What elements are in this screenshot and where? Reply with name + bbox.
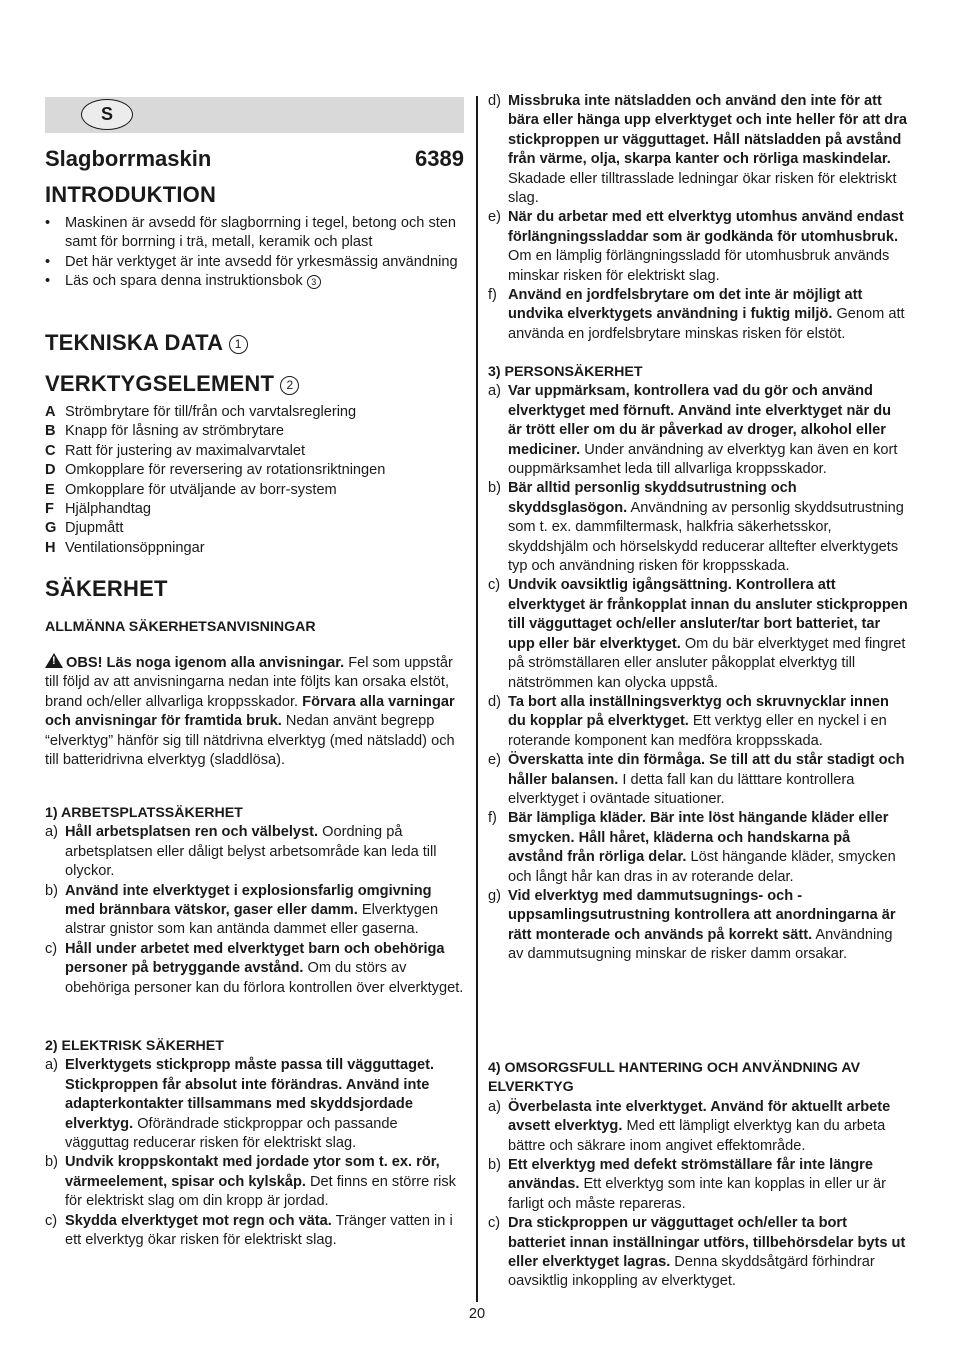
tool-element-key: G: [45, 520, 57, 537]
list-item: [488, 1214, 908, 1292]
item-text: Ett verktyg eller en nyckel i en roterande komponent kan medföra kroppsskada.: [508, 713, 887, 749]
safety-heading: SÄKERHET: [45, 576, 168, 601]
item-text: Tränger vatten in i ett elverktyg ökar risken för elektriskt slag.: [65, 1212, 453, 1249]
item-text: I detta fall kan du lätttare kontrollera elverktyget i oväntade situationer.: [508, 771, 855, 807]
list-item: [488, 1156, 908, 1214]
product-name: Slagborrmaskin: [45, 146, 212, 171]
item-bold-text: Undvik oavsiktlig igångsättning. Kontrollera att elverktyget är frånkopplat innan du ansluter stickproppen till vägguttaget och/eller ansluter/tar bort batteriet, tar upp eller bär elverktyget.: [508, 577, 908, 652]
item-bold-text: Överskatta inte din förmåga. Se till att du står stadigt och håller balansen.: [508, 752, 905, 788]
item-label: a): [45, 824, 58, 841]
tool-element-key: D: [45, 462, 56, 479]
item-text: Skadade eller tilltrasslade ledningar ökar risken för elektriskt slag.: [508, 170, 897, 207]
list-item: [488, 576, 908, 692]
list-item: [488, 92, 908, 208]
tool-element-key: A: [45, 404, 56, 420]
item-label: c): [45, 1212, 58, 1229]
tool-heading-text: VERKTYGSELEMENT: [45, 371, 275, 396]
item-bold-text: Skydda elverktyget mot regn och väta.: [65, 1212, 332, 1229]
item-label: f): [488, 810, 497, 827]
item-label: a): [488, 1098, 501, 1115]
item-bold-text: Elverktygets stickpropp måste passa till vägguttaget. Stickproppen får absolut inte förändras. Använd inte adapterkontakter tillsammans med skyddsjordade elverktyg.: [65, 1057, 435, 1132]
item-bold-text: Håll arbetsplatsen ren och välbelyst.: [65, 824, 319, 841]
page-number: 20: [468, 1306, 486, 1322]
tool-element-item: [45, 461, 465, 480]
obs-text-1: Fel som uppstår till följd av att anvisningarna nedan inte följts kan orsaka elstöt, brand och/eller allvarliga kroppsskador.: [45, 655, 453, 710]
obs-bold-2: Förvara alla varningar och anvisningar för framtida bruk.: [45, 693, 455, 730]
list-item: [45, 1212, 465, 1251]
item-bold-text: Ta bort alla inställningsverktyg och skruvnycklar innen du kopplar på elverktyget.: [508, 693, 889, 730]
item-text: Oordning på arbetsplatsen eller dåligt belyst arbetsområde kan leda till olyckor.: [65, 824, 437, 880]
tool-element-label: Ventilationsöppningar: [65, 539, 205, 556]
list-item: [488, 479, 908, 576]
item-label: f): [488, 287, 497, 304]
item-label: d): [488, 93, 501, 109]
section-items: [488, 92, 908, 344]
tool-element-label: Omkopplare för utväljande av borr-system: [65, 481, 337, 498]
item-label: a): [488, 383, 501, 400]
item-label: b): [45, 1154, 58, 1171]
list-item: [488, 887, 908, 965]
tool-element-list: [45, 403, 465, 558]
list-item: [488, 382, 908, 479]
figure-ref-3: 3: [307, 275, 321, 289]
tool-element-item: [45, 539, 465, 558]
item-bold-text: Använd inte elverktyget i explosionsfarlig omgivning med brännbara vätskor, gaser eller damm.: [65, 882, 432, 919]
language-badge: S: [81, 99, 133, 130]
tool-element-item: [45, 442, 465, 461]
tool-element-item: [45, 403, 465, 422]
tool-element-label: Omkopplare för reversering av rotationsriktningen: [65, 462, 386, 479]
item-text: Genom att använda en jordfelsbrytare minskas risken för elstöt.: [508, 306, 905, 342]
item-bold-text: Bär alltid personlig skyddsutrustning och skyddsglasögon.: [508, 480, 797, 516]
item-bold-text: Använd en jordfelsbrytare om det inte är möjligt att undvika elverktygets användning i fuktig miljö.: [508, 287, 863, 323]
obs-text-2: Nedan använt begrepp “elverktyg” hänför sig till nätdrivna elverktyg (med nätsladd) och till batteridrivna elverktyg (sladdlösa).: [45, 713, 455, 769]
tool-element-key: B: [45, 423, 56, 440]
item-bold-text: Missbruka inte nätsladden och använd den inte för att bära eller hänga upp elverktyget och inte heller för att dra stickproppen ur vägguttaget. Håll nätsladden på avstånd från värme, olja, skarpa kanter och rörliga maskindelar.: [508, 93, 908, 168]
figure-ref-2: 2: [280, 376, 299, 395]
list-item: [45, 940, 465, 998]
list-item: • Maskinen är avsedd för slagborrning i tegel, betong och sten samt för borrning i trä, metall, keramik och plast: [45, 214, 465, 253]
obs-paragraph: [45, 653, 465, 770]
list-item: • Det här verktyget är inte avsedd för yrkesmässig användning: [45, 253, 465, 272]
item-label: b): [488, 1157, 501, 1174]
list-item: [488, 208, 908, 286]
item-bold-text: När du arbetar med ett elverktyg utomhus använd endast förlängningssladdar som är godkända för utomhusbruk.: [508, 209, 904, 245]
column-divider: [476, 96, 478, 1302]
item-text: Under användning av elverktyg kan även en kort ouppmärksamhet leda till allvarliga kroppsskador.: [508, 441, 898, 478]
tool-element-item: [45, 422, 465, 441]
tool-element-label: Ratt för justering av maximalvarvtalet: [65, 442, 306, 459]
item-text: Om en lämplig förlängningssladd för utomhusbruk används minskar risken för elektriskt slag.: [508, 248, 890, 284]
tool-element-label: Strömbrytare för till/från och varvtalsreglering: [65, 404, 357, 420]
section-heading: 3) PERSONSÄKERHET: [488, 364, 643, 380]
tech-heading: [45, 330, 248, 356]
list-item: [488, 1098, 908, 1156]
item-text: Om du bär elverktyget med fingret på strömställaren eller ansluter påkopplat elverktyg till nätströmmen kan olycka uppstå.: [508, 635, 906, 691]
item-label: a): [45, 1057, 58, 1074]
item-text: Denna skyddsåtgärd förhindrar oavsiktlig inkoppling av elverktyget.: [508, 1254, 875, 1290]
section-items: [488, 1098, 908, 1292]
tool-element-item: [45, 519, 465, 538]
tool-element-item: [45, 500, 465, 519]
item-label: e): [488, 752, 501, 769]
tool-element-key: E: [45, 481, 55, 498]
figure-ref-1: 1: [229, 335, 248, 354]
item-label: c): [45, 940, 58, 957]
item-text: Användning av dammutsugning minskar de risker damm orsakar.: [508, 926, 893, 963]
item-bold-text: Dra stickproppen ur vägguttaget och/eller ta bort batteriet innan inställningar utförs, tillbehörsdelar byts ut eller elverktyget lagras.: [508, 1215, 906, 1271]
item-label: b): [488, 480, 501, 497]
item-text: Oförändrade stickproppar och passande vägguttag reducerar risken för elektriskt slag.: [65, 1115, 398, 1152]
language-bar: [45, 97, 464, 133]
item-text: Elverktygen alstrar gnistor som kan antända dammet eller gaserna.: [65, 902, 439, 938]
item-text: Det finns en större risk för elektriskt slag om din kropp är jordad.: [65, 1173, 456, 1210]
item-bold-text: Vid elverktyg med dammutsugnings- och -uppsamlingsutrustning kontrollera att anordningarna är rätt monterade och används på korrekt sätt.: [508, 887, 896, 943]
section-heading: 2) ELEKTRISK SÄKERHET: [45, 1038, 224, 1054]
list-item: [45, 1056, 465, 1153]
section-workplace: [45, 804, 465, 998]
list-item: [45, 882, 465, 940]
tool-element-key: H: [45, 539, 56, 556]
obs-bold-1: OBS! Läs noga igenom alla anvisningar.: [66, 655, 345, 671]
warning-icon: [45, 653, 63, 668]
tech-heading-text: TEKNISKA DATA: [45, 330, 223, 355]
tool-element-label: Knapp för låsning av strömbrytare: [65, 423, 285, 440]
general-safety-subheading: ALLMÄNNA SÄKERHETSANVISNINGAR: [45, 619, 316, 635]
tool-element-label: Djupmått: [65, 520, 124, 537]
item-bold-text: Var uppmärksam, kontrollera vad du gör och använd elverktyget med förnuft. Använd inte elverktyget när du är trött eller om du är påverkad av droger, alkohol eller mediciner.: [508, 383, 892, 458]
item-text: Löst hängande kläder, smycken och långt hår kan dras in av roterande delar.: [508, 849, 896, 885]
item-bold-text: Undvik kroppskontakt med jordade ytor som t. ex. rör, värmeelement, spisar och kylskåp.: [65, 1154, 440, 1190]
list-item: [488, 751, 908, 809]
tool-element-item: [45, 481, 465, 500]
item-label: b): [45, 882, 58, 899]
list-item: [488, 693, 908, 751]
item-label: e): [488, 209, 501, 226]
section-items: [45, 823, 465, 998]
tool-element-label: Hjälphandtag: [65, 501, 152, 518]
section-electrical: [45, 1037, 465, 1250]
list-item: [488, 286, 908, 344]
product-title-row: [45, 146, 464, 172]
section-electrical-continued: [488, 92, 908, 344]
section-personal: [488, 363, 908, 965]
item-text: Användning av personlig skyddsutrustning som t. ex. dammfiltermask, halkfria säkerhetsskor, skyddshjälm och hörselskydd reducerar alltefter elverktygets typ och användning risken för kroppsskada.: [508, 499, 904, 575]
item-text: Med ett lämpligt elverktyg kan du arbeta bättre och säkrare inom angivet effektområde.: [508, 1118, 886, 1154]
item-label: g): [488, 887, 501, 904]
list-item: [45, 1153, 465, 1211]
item-text: Om du störs av obehöriga personer kan du förlora kontrollen över elverktyget.: [65, 960, 464, 996]
item-label: d): [488, 693, 501, 710]
section-handling: [488, 1059, 908, 1292]
item-label: c): [488, 1215, 501, 1232]
section-items: [488, 382, 908, 964]
item-bold-text: Ett elverktyg med defekt strömställare får inte längre användas.: [508, 1157, 873, 1193]
section-heading: 1) ARBETSPLATSSÄKERHET: [45, 805, 243, 821]
item-bold-text: Bär lämpliga kläder. Bär inte löst hängande kläder eller smycken. Håll håret, kläderna och handskarna på avstånd från rörliga delar.: [508, 810, 889, 866]
tool-heading: [45, 371, 299, 397]
section-heading: 4) OMSORGSFULL HANTERING OCH ANVÄNDNING AV ELVERKTYG: [488, 1060, 861, 1096]
item-text: Ett elverktyg som inte kan kopplas in eller ur är farligt och måste repareras.: [508, 1176, 886, 1212]
tool-element-key: F: [45, 501, 54, 518]
list-item-text: Läs och spara denna instruktionsbok: [65, 273, 303, 290]
list-item: [45, 272, 465, 291]
tool-element-key: C: [45, 442, 56, 459]
intro-list: [45, 214, 465, 292]
list-item: [488, 809, 908, 887]
section-items: [45, 1056, 465, 1250]
item-bold-text: Överbelasta inte elverktyget. Använd för aktuellt arbete avsett elverktyg.: [508, 1098, 891, 1135]
list-item: [45, 823, 465, 881]
item-label: c): [488, 577, 501, 594]
product-model: 6389: [415, 146, 464, 171]
intro-heading: INTRODUKTION: [45, 182, 217, 207]
item-bold-text: Håll under arbetet med elverktyget barn och obehöriga personer på betryggande avstånd.: [65, 940, 445, 977]
